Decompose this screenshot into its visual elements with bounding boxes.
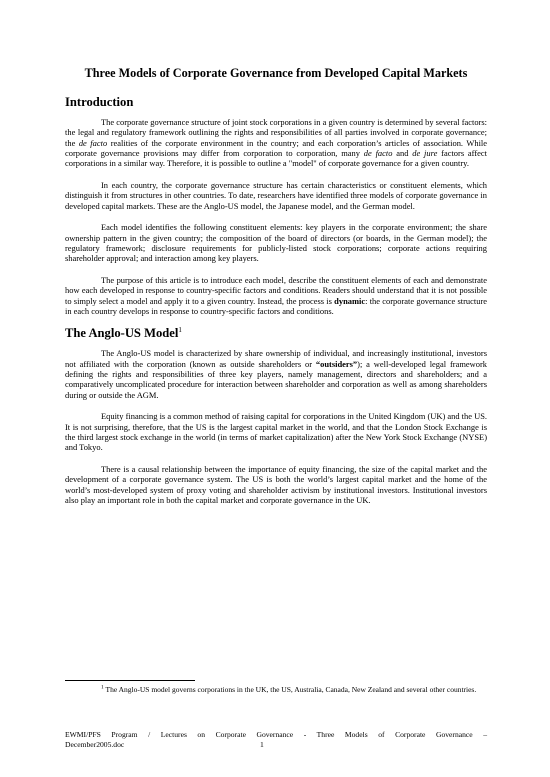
anglo-paragraph-2: Equity financing is a common method of raising capital for corporations in the United Kingdom (UK) and the US. It is not surprising, therefore, that the US is the largest capital market in the world, and that the London Stock Exchange is the third largest stock exchange in the world (in terms of market capitalization) after the New York Stock Exchange (NYSE) and Tokyo. bbox=[65, 411, 487, 453]
page-number: 1 bbox=[260, 740, 264, 750]
footnote-area bbox=[65, 680, 487, 696]
footnote-separator bbox=[65, 680, 195, 681]
anglo-p1-bold-outsiders: “outsiders” bbox=[315, 358, 358, 369]
footnote-text: The Anglo-US model governs corporations in the UK, the US, Australia, Canada, New Zealand and several other countries. bbox=[103, 685, 477, 694]
intro-p1-text: The corporate governance structure of joint stock corporations in a given country is determined by several factors: the legal and regulatory framework outlining the rights and responsibilities of all parties involved in corporate governance; the bbox=[65, 117, 487, 148]
page-footer bbox=[65, 730, 487, 751]
intro-p1-italic-de-facto: de facto bbox=[363, 148, 393, 159]
intro-paragraph-4 bbox=[65, 275, 487, 316]
introduction-section bbox=[65, 94, 487, 316]
intro-paragraph-1 bbox=[65, 117, 487, 169]
introduction-heading: Introduction bbox=[65, 95, 134, 109]
intro-p1-text: realities of the corporate environment in the country; and each corporation’s articles of association. While corporate governance provisions may differ from corporation to corporation, many bbox=[65, 137, 488, 159]
anglo-us-heading bbox=[65, 325, 487, 341]
footnote bbox=[65, 685, 487, 696]
intro-paragraph-3: Each model identifies the following constituent elements: key players in the corporate environment; the share ownership pattern in the given country; the composition of the board of directors (or boards, in the German model); the regulatory framework; disclosure requirements for publicly-listed stock corporations; corporate actions requiring shareholder approval; and interaction among key players. bbox=[65, 222, 487, 264]
intro-p4-text: : the corporate governance structure in each country develops in response to country-specific factors and conditions. bbox=[65, 295, 488, 317]
footer-line-2 bbox=[65, 740, 487, 750]
footnote-reference: 1 bbox=[178, 326, 182, 335]
anglo-us-heading-text: The Anglo-US Model bbox=[65, 326, 179, 341]
anglo-paragraph-3: There is a causal relationship between the importance of equity financing, the size of the capital market and the development of a corporate governance system. The US is both the world’s largest capital market and the home of the world’s most-developed system of proxy voting and shareholder activism by institutional investors. Institutional investors also play an important role in both the capital market and corporate governance in the UK. bbox=[65, 464, 487, 506]
anglo-us-section bbox=[65, 325, 487, 505]
anglo-p1-text: ); a well-developed legal framework defining the rights and responsibilities of three key players, namely management, directors and shareholders; and a comparatively uncomplicated procedure for interaction between shareholder and corporation as well as among shareholders during or outside the AGM. bbox=[65, 358, 487, 400]
anglo-paragraph-1 bbox=[65, 348, 487, 400]
footnote-mark: 1 bbox=[101, 684, 104, 691]
intro-paragraph-2: In each country, the corporate governance structure has certain characteristics or constituent elements, which distinguish it from structures in other countries. To date, researchers have identified three models of corporate governance in developed capital markets. These are the Anglo-US model, the Japanese model, and the German model. bbox=[65, 180, 487, 211]
footer-doc-title: EWMI/PFS Program / Lectures on Corporate Governance - Three Models of Corporate Governance – bbox=[65, 730, 487, 739]
intro-p1-italic-de-facto: de facto bbox=[78, 137, 108, 148]
intro-p4-text: The purpose of this article is to introduce each model, describe the constituent elements of each and demonstrate how each developed in response to country-specific factors and conditions. Readers should understand that it is not possible to simply select a model and apply it to a given country. Instead, the process is bbox=[65, 275, 487, 306]
anglo-p1-text: The Anglo-US model is characterized by share ownership of individual, and increasingly institutional, investors not affiliated with the corporation (known as outside shareholders or bbox=[65, 348, 487, 369]
footer-filename: December2005.doc bbox=[65, 740, 125, 750]
intro-p4-bold-dynamic: dynamic bbox=[334, 295, 366, 306]
intro-p1-text: and bbox=[392, 148, 413, 159]
document-title: Three Models of Corporate Governance from Developed Capital Markets bbox=[84, 66, 468, 80]
intro-p1-text: factors affect corporations in a similar way. Therefore, it is possible to outline a "model" of corporate governance for a given country. bbox=[65, 148, 487, 169]
intro-p1-italic-de-jure: de jure bbox=[412, 148, 438, 159]
